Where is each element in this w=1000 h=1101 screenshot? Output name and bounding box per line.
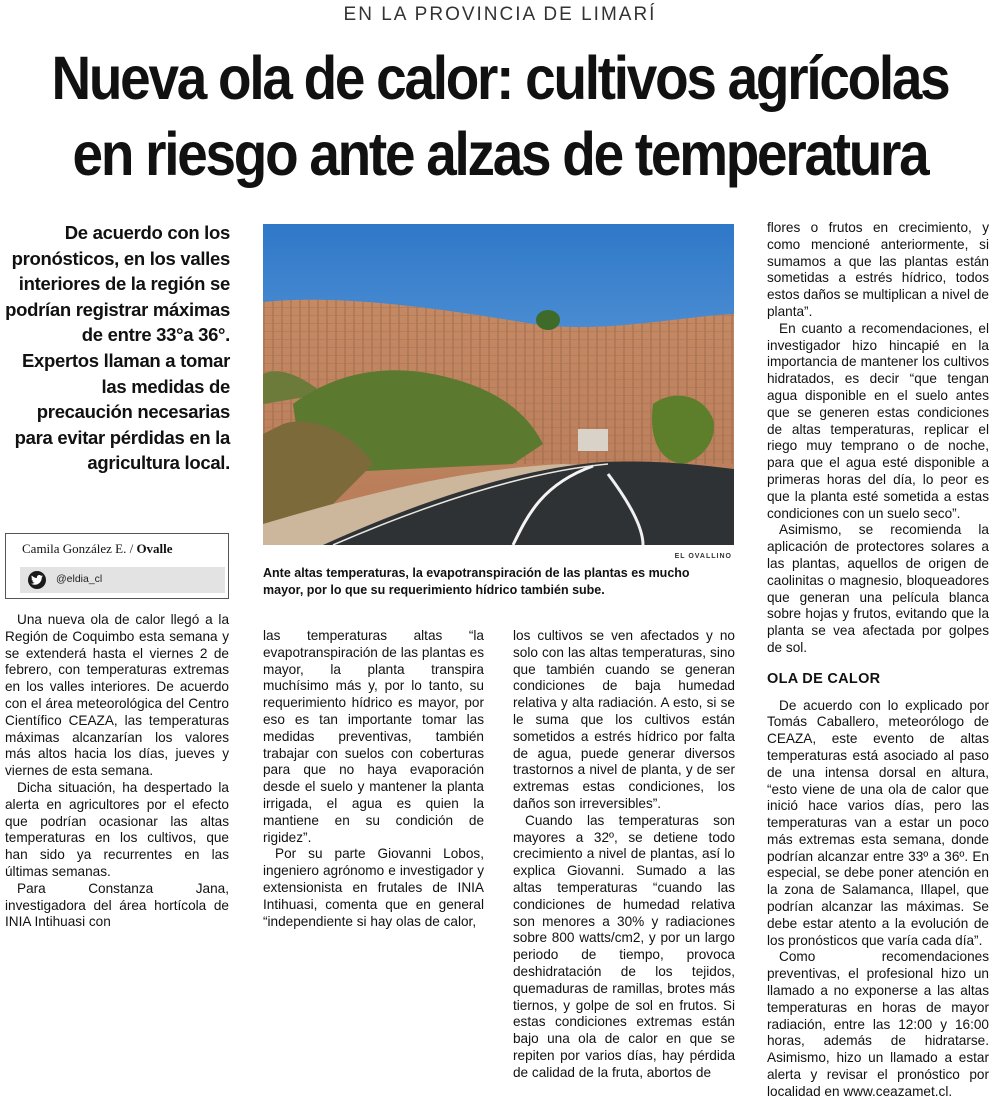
photo-credit: EL OVALLINO xyxy=(674,553,732,560)
paragraph: Como recomendaciones preventivas, el profesional hizo un llamado a no exponerse a las altas temperaturas en horas de mayor radiación, entre las 12:00 y 16:00 horas, además de hidratarse. Asimismo, hizo un llamado a estar alerta y revisar el pronóstico por localidad en www.ceazamet.cl. xyxy=(767,949,989,1099)
body-column-4 xyxy=(767,220,989,1101)
photo-caption: Ante altas temperaturas, la evapotranspiración de las plantas es mucho mayor, por lo que su requerimiento hídrico también sube. xyxy=(263,566,690,597)
twitter-bird-icon xyxy=(28,571,46,589)
paragraph: Por su parte Giovanni Lobos, ingeniero agrónomo e investigador y extensionista en frutales de INIA Intihuasi, comenta que en general “independiente si hay olas de calor, xyxy=(263,846,484,929)
article-headline: Nueva ola de calor: cultivos agrícolas en riesgo ante alzas de temperatura xyxy=(51,44,949,188)
body-column-3 xyxy=(513,628,735,1082)
byline-author: Camila González E. / xyxy=(22,541,137,556)
section-kicker: EN LA PROVINCIA DE LIMARÍ xyxy=(343,4,657,25)
twitter-handle: @eldia_cl xyxy=(56,573,103,585)
article-photo xyxy=(263,224,734,545)
body-column-2 xyxy=(263,628,484,930)
body-column-1 xyxy=(5,612,229,931)
social-handle-bar xyxy=(20,567,225,593)
paragraph: Cuando las temperaturas son mayores a 32º, se detiene todo crecimiento a nivel de plantas, así lo explica Giovanni. Sumado a las altas temperaturas “cuando las condiciones de humedad relativa son menores a 30% y radiaciones sobre 800 watts/cm2, y por un largo periodo de tiempo, provoca deshidratación de los tejidos, quemaduras de ramillas, brotes más tiernos, y golpe de sol en frutos. Si estas condiciones extremas están bajo una ola de calor en que se repiten por varios días, hay pérdida de calidad de la fruta, abortos de xyxy=(513,812,735,1080)
paragraph: las temperaturas altas “la evapotranspiración de las plantas es mayor, la planta transpira muchísimo más y, por lo tanto, su requerimiento hídrico es mayor, por eso es tan importante tomar las medidas preventivas, también trabajar con suelos con coberturas para que no haya evaporación desde el suelo y mantener la planta irrigada, el agua es quien la mantiene en su condición de rigidez”. xyxy=(263,628,484,845)
paragraph: Dicha situación, ha despertado la alerta en agricultores por el efecto que podrían ocasionar las altas temperaturas en los cultivos, que han sido ya recurrentes en las últimas semanas. xyxy=(5,779,229,879)
paragraph: Para Constanza Jana, investigadora del área hortícola de INIA Intihuasi con xyxy=(5,880,229,930)
section-subheading: OLA DE CALOR xyxy=(767,670,881,687)
paragraph: los cultivos se ven afectados y no solo con las altas temperaturas, sino que también cuando se generan condiciones de baja humedad relativa y alta radiación. A esto, si se le suma que los cultivos están sometidos a estrés hídrico por falta de agua, puede generar diversos trastornos a nivel de planta, y de ser extremas estas condiciones, los daños son irreversibles”. xyxy=(513,628,735,811)
byline-place: Ovalle xyxy=(136,541,173,556)
article-lead: De acuerdo con los pronósticos, en los valles interiores de la región se podrían registrar máximas de entre 33°a 36°. Expertos llaman a tomar las medidas de precaución necesarias para evitar pérdidas en la agricultura local. xyxy=(5,222,230,474)
paragraph: Asimismo, se recomienda la aplicación de protectores solares a las plantas, aquellos de origen de caolinitas o magnesio, bloqueadores que generan una película blanca sobre hojas y frutos, evitando que la planta se vea afectada por golpes de sol. xyxy=(767,522,989,655)
byline-box xyxy=(5,533,229,599)
byline xyxy=(22,541,173,557)
paragraph: De acuerdo con lo explicado por Tomás Caballero, meteorólogo de CEAZA, este evento de altas temperaturas está asociado al paso de una intensa dorsal en altura, “esto viene de una ola de calor que inició hace varios días, pero las temperaturas van a estar un poco más extremas esta semana, donde podrían alcanzar entre 33º a 36º. En especial, se debe poner atención en la zona de Salamanca, Illapel, que podrían alcanzar las máximas. Se debe estar atento a la evolución de los pronósticos que varía cada día”. xyxy=(767,697,989,948)
paragraph: En cuanto a recomendaciones, el investigador hizo hincapié en la importancia de mantener los cultivos hidratados, es decir “que tengan agua disponible en el suelo antes que se generen estas condiciones de altas temperaturas, replicar el riego muy temprano o de noche, para que el agua esté disponible a primeras horas del día, lo peor es que la planta esté sometida a estas condiciones con un suelo seco”. xyxy=(767,320,989,521)
paragraph: flores o frutos en crecimiento, y como mencioné anteriormente, si sumamos a que las plantas están sometidas a estrés hídrico, todos estos daños se multiplican a nivel de planta”. xyxy=(767,220,989,319)
paragraph: Una nueva ola de calor llegó a la Región de Coquimbo esta semana y se extenderá hasta el viernes 2 de febrero, con temperaturas extremas en los valles interiores. De acuerdo con el área meteorológica del Centro Científico CEAZA, las temperaturas máximas alcanzarían los valores más altos hacia los días, jueves y viernes de esta semana. xyxy=(5,612,229,779)
